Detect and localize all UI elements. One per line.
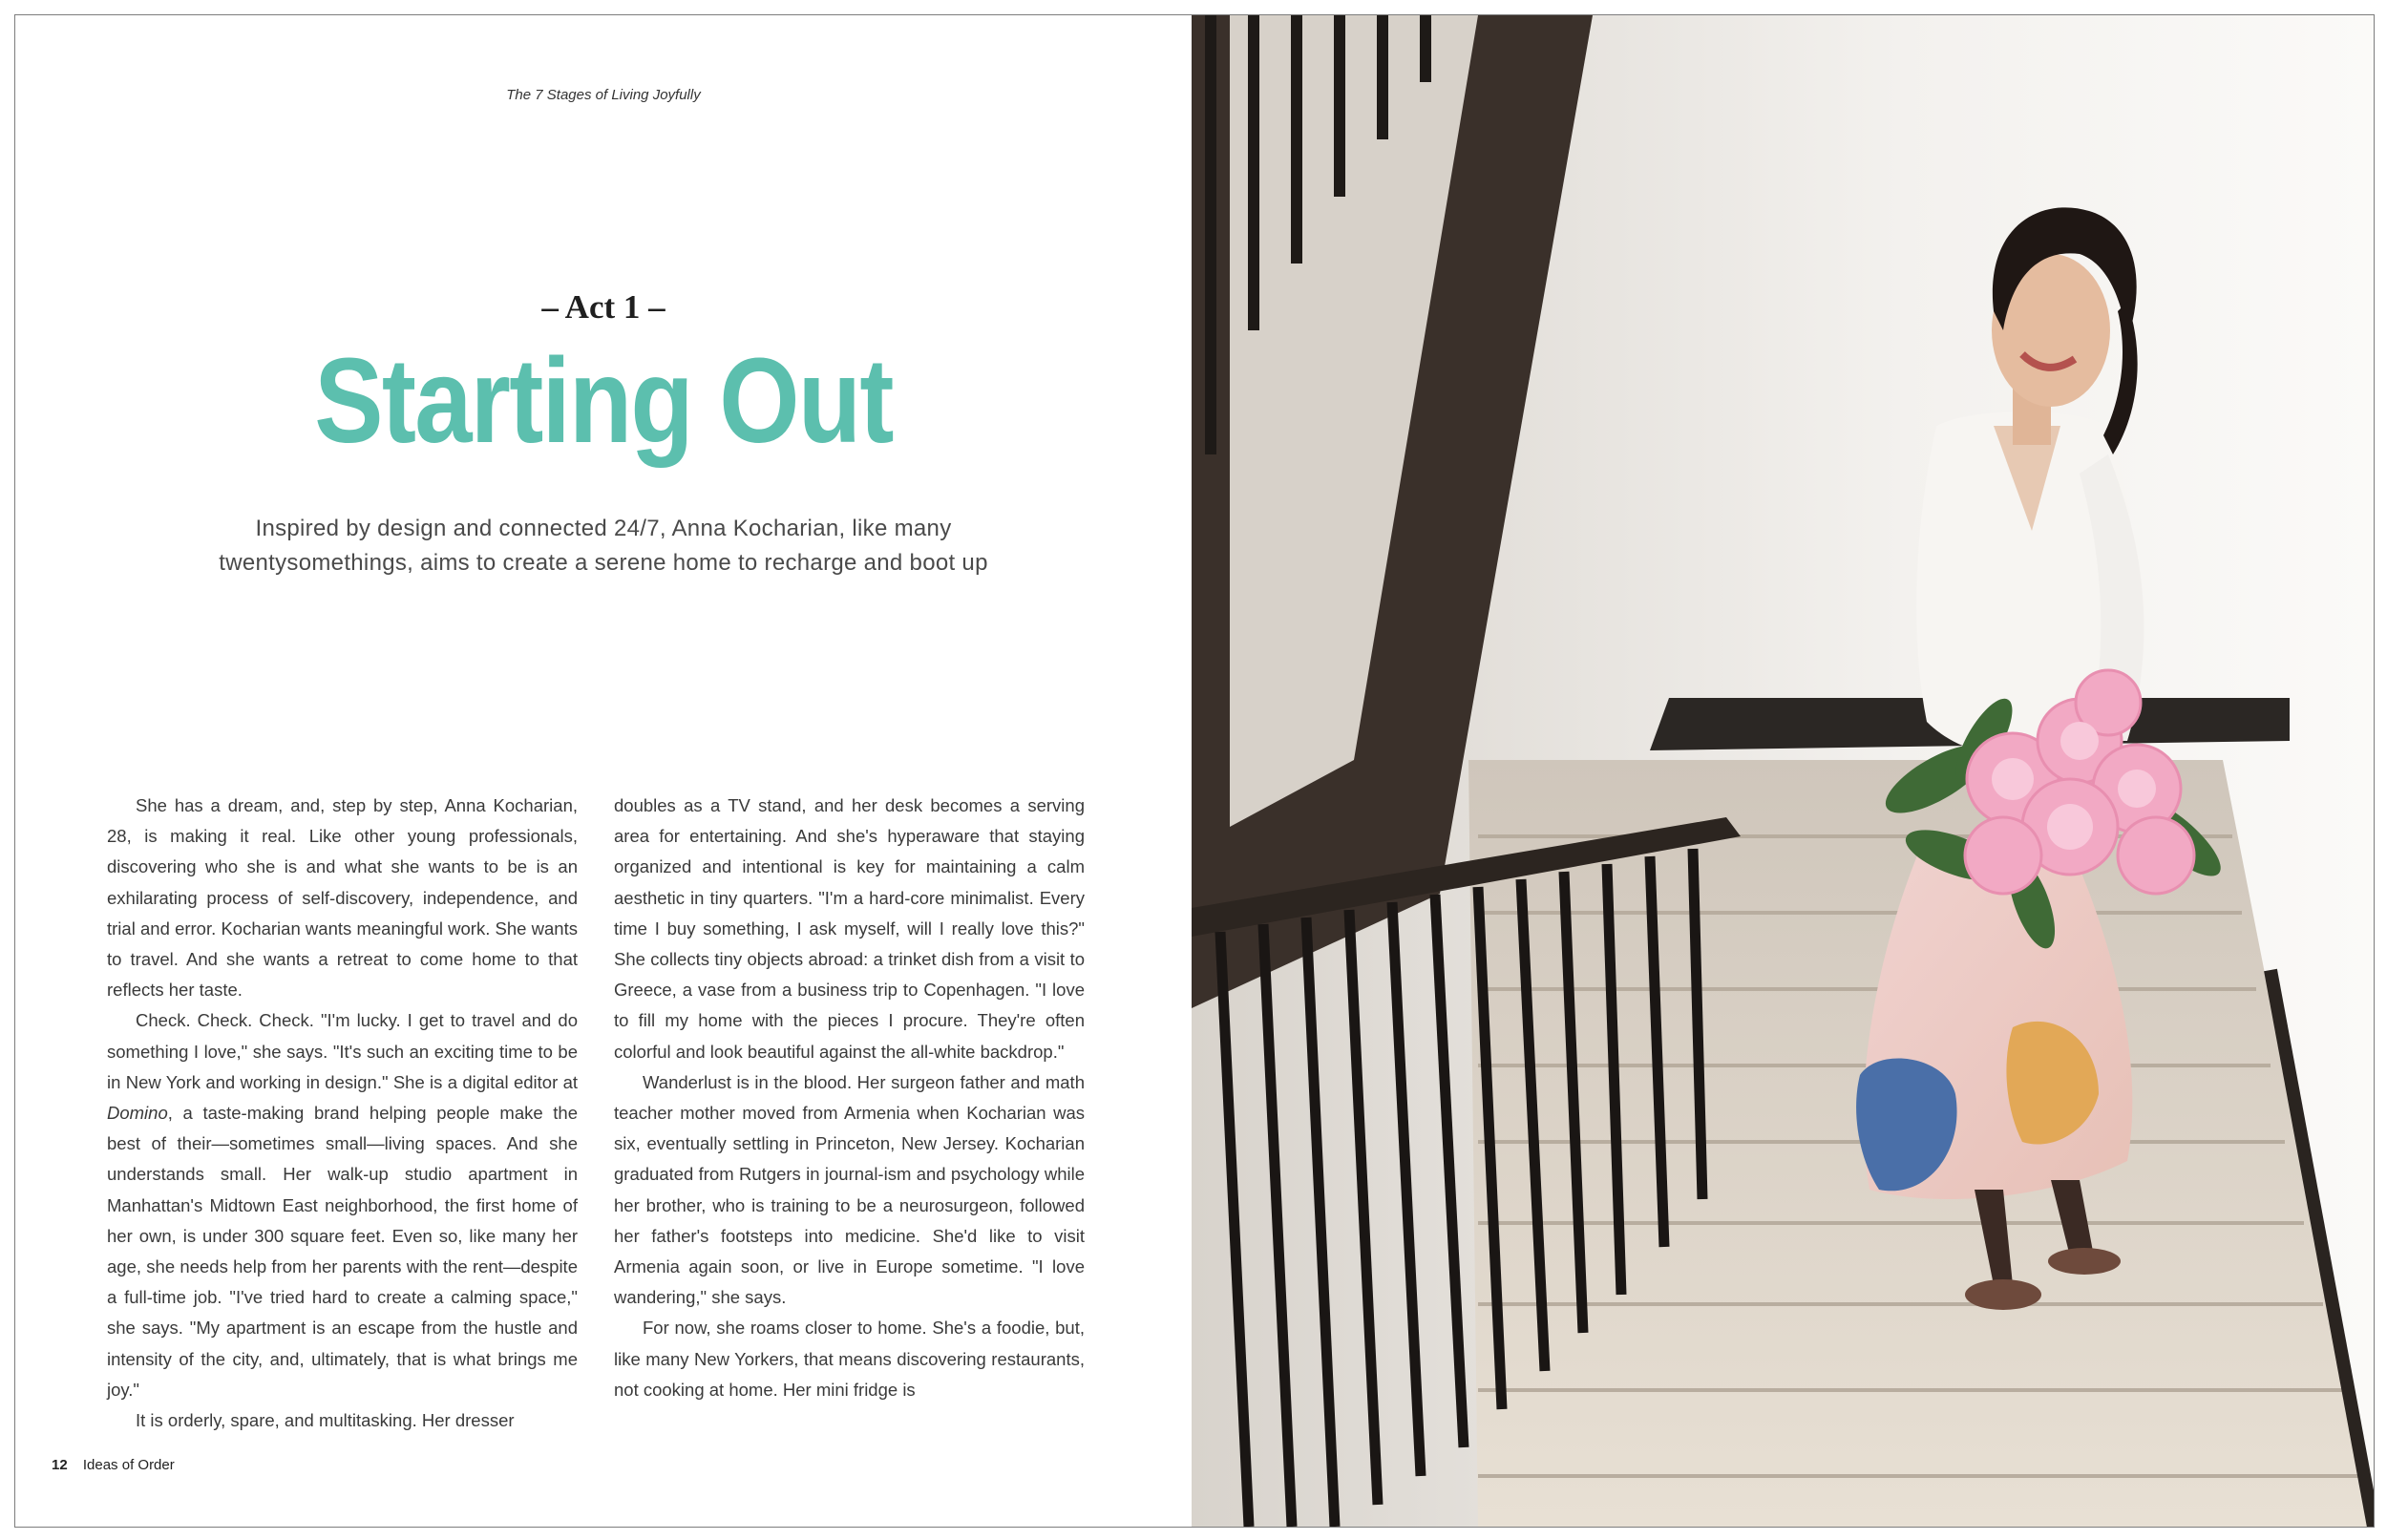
book-spread: [14, 14, 2375, 1528]
running-head: The 7 Stages of Living Joyfully: [506, 87, 701, 103]
paragraph: Check. Check. Check. "I'm lucky. I get to travel and do something I love," she says. "It's such an exciting time to be in New York and working in design." She is a digital editor at Domino, a taste-making brand helping people make the best of their—sometimes small—living spaces. And she understands small. Her walk-up studio apartment in Manhattan's Midtown East neighborhood, the first home of her own, is under 300 square feet. Even so, like many her age, she needs help from her parents with the rent—despite a full-time job. "I've tried hard to create a calming space," she says. "My apartment is an escape from the hustle and intensity of the city, and, ultimately, that is what brings me joy.": [107, 1010, 578, 1400]
paragraph: Wanderlust is in the blood. Her surgeon father and math teacher mother moved from Armenia when Kocharian was six, eventually settling in Princeton, New Jersey. Kocharian graduated from Rutgers in journal-ism and psychology while her brother, who is training to be a neurosurgeon, followed her father's footsteps into medicine. She'd like to visit Armenia again soon, or live in Europe sometime. "I love wandering," she says.: [614, 1071, 1085, 1308]
paragraph: It is orderly, spare, and multitasking. Her dresser: [136, 1410, 515, 1431]
left-page: [15, 15, 1192, 1527]
act-label: – Act 1 –: [541, 288, 665, 326]
paragraph: For now, she roams closer to home. She's a foodie, but, like many New Yorkers, that means discovering restaurants, not cooking at home. Her mini fridge is: [614, 1318, 1085, 1400]
chapter-title: Starting Out: [314, 333, 893, 468]
body-column-2: [614, 791, 1085, 1405]
body-column-1: [107, 791, 578, 1436]
paragraph: doubles as a TV stand, and her desk becomes a serving area for entertaining. And she's hyperaware that staying organized and intentional is key for maintaining a calm aesthetic in tiny quarters. "I'm a hard-core minimalist. Every time I buy something, I ask myself, will I really love this?" She collects tiny objects abroad: a trinket dish from a visit to Greece, a vase from a business trip to Copenhagen. "I love to fill my home with the pieces I procure. They're often colorful and look beautiful against the all-white backdrop.": [614, 795, 1085, 1062]
woman-with-peonies-on-stairs-photo: [1192, 15, 2374, 1527]
deck-text: Inspired by design and connected 24/7, Anna Kocharian, like many twentysomethings, aims to create a serene home to recharge and boot up: [219, 516, 988, 576]
book-title: Ideas of Order: [82, 1457, 175, 1473]
folio: [52, 1457, 175, 1473]
paragraph: She has a dream, and, step by step, Anna Kocharian, 28, is making it real. Like other young professionals, discovering who she is and what she wants to be is an exhilarating process of self-discovery, independence, and trial and error. Kocharian wants meaningful work. She wants to travel. And she wants a retreat to come home to that reflects her taste.: [107, 795, 578, 1001]
page-number: 12: [52, 1457, 68, 1473]
